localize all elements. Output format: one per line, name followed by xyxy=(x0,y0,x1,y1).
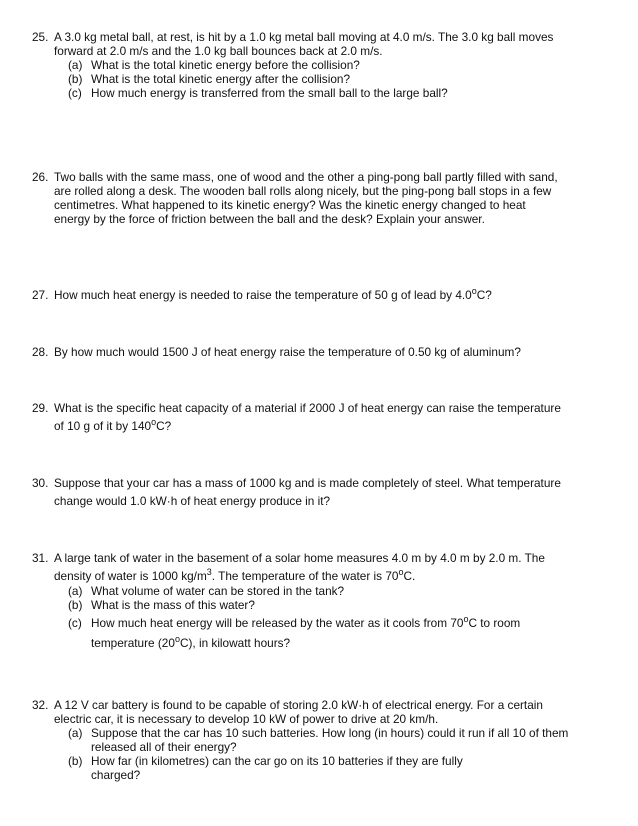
question-text-line: Suppose that your car has a mass of 1000 kg and is made completely of steel. What temperature xyxy=(54,476,561,490)
text-segment: . The temperature of the water is 70 xyxy=(211,569,399,583)
part-text: How far (in kilometres) can the car go on its 10 batteries if they are fully xyxy=(91,754,463,768)
question-text-line: A 3.0 kg metal ball, at rest, is hit by a 1.0 kg metal ball moving at 4.0 m/s. The 3.0 kg ball moves xyxy=(54,30,554,44)
text-segment: How much heat energy will be released by the water as it cools from 70 xyxy=(91,616,464,630)
question-number: 30. xyxy=(32,476,49,490)
part-text-continued: charged? xyxy=(91,768,141,782)
part-text: Suppose that the car has 10 such batteries. How long (in hours) could it run if all 10 of them xyxy=(91,726,569,740)
part-label: (c) xyxy=(68,616,82,630)
degree-superscript: o xyxy=(471,286,477,296)
question-text-line: energy by the force of friction between the ball and the desk? Explain your answer. xyxy=(54,212,485,226)
question-text-line xyxy=(54,569,415,583)
question-text-line: change would 1.0 kW·h of heat energy produce in it? xyxy=(54,494,331,508)
question-text-line: What is the specific heat capacity of a material if 2000 J of heat energy can raise the temperature xyxy=(54,401,561,415)
question-number: 31. xyxy=(32,551,49,565)
text-segment: C? xyxy=(476,288,492,302)
question-text-line: A 12 V car battery is found to be capable of storing 2.0 kW·h of electrical energy. For a certain xyxy=(54,698,543,712)
question-text-line: are rolled along a desk. The wooden ball rolls along nicely, but the ping-pong ball stops in a few xyxy=(54,184,552,198)
text-segment: density of water is 1000 kg/m xyxy=(54,569,207,583)
question-text-line: Two balls with the same mass, one of wood and the other a ping-pong ball partly filled with sand, xyxy=(54,170,558,184)
question-text-line: forward at 2.0 m/s and the 1.0 kg ball bounces back at 2.0 m/s. xyxy=(54,44,383,58)
part-label: (a) xyxy=(68,58,83,72)
part-text-continued: released all of their energy? xyxy=(91,740,237,754)
degree-superscript: o xyxy=(463,614,469,624)
part-label: (a) xyxy=(68,584,83,598)
question-text-line: By how much would 1500 J of heat energy raise the temperature of 0.50 kg of aluminum? xyxy=(54,345,521,359)
part-text: How much energy is transferred from the small ball to the large ball? xyxy=(91,86,448,100)
question-text-line: electric car, it is necessary to develop 10 kW of power to drive at 20 km/h. xyxy=(54,712,439,726)
question-text-line: A large tank of water in the basement of a solar home measures 4.0 m by 4.0 m by 2.0 m. The xyxy=(54,551,545,565)
part-label: (b) xyxy=(68,754,83,768)
cubed-superscript: 3 xyxy=(206,567,212,577)
question-text-line xyxy=(54,419,171,433)
part-text: What is the total kinetic energy before the collision? xyxy=(91,58,360,72)
part-text: What is the mass of this water? xyxy=(91,598,255,612)
text-segment: How much heat energy is needed to raise the temperature of 50 g of lead by 4.0 xyxy=(54,288,472,302)
text-segment: temperature (20 xyxy=(91,636,175,650)
part-label: (a) xyxy=(68,726,83,740)
question-number: 27. xyxy=(32,288,49,302)
degree-superscript: o xyxy=(398,567,404,577)
degree-superscript: o xyxy=(151,417,157,427)
part-text xyxy=(91,616,520,630)
question-number: 32. xyxy=(32,698,49,712)
part-text-continued xyxy=(91,636,290,650)
question-text-line xyxy=(54,288,492,302)
question-number: 26. xyxy=(32,170,49,184)
question-text-line: centimetres. What happened to its kinetic energy? Was the kinetic energy changed to heat xyxy=(54,198,526,212)
question-number: 28. xyxy=(32,345,49,359)
part-text: What volume of water can be stored in the tank? xyxy=(91,584,345,598)
text-segment: C), in kilowatt hours? xyxy=(179,636,291,650)
question-number: 29. xyxy=(32,401,49,415)
text-segment: C to room xyxy=(468,616,521,630)
part-text: What is the total kinetic energy after the collision? xyxy=(91,72,351,86)
text-segment: C. xyxy=(403,569,416,583)
part-label: (b) xyxy=(68,72,83,86)
degree-superscript: o xyxy=(174,634,180,644)
text-segment: C? xyxy=(156,419,172,433)
text-segment: of 10 g of it by 140 xyxy=(54,419,152,433)
question-number: 25. xyxy=(32,30,49,44)
part-label: (c) xyxy=(68,86,82,100)
part-label: (b) xyxy=(68,598,83,612)
